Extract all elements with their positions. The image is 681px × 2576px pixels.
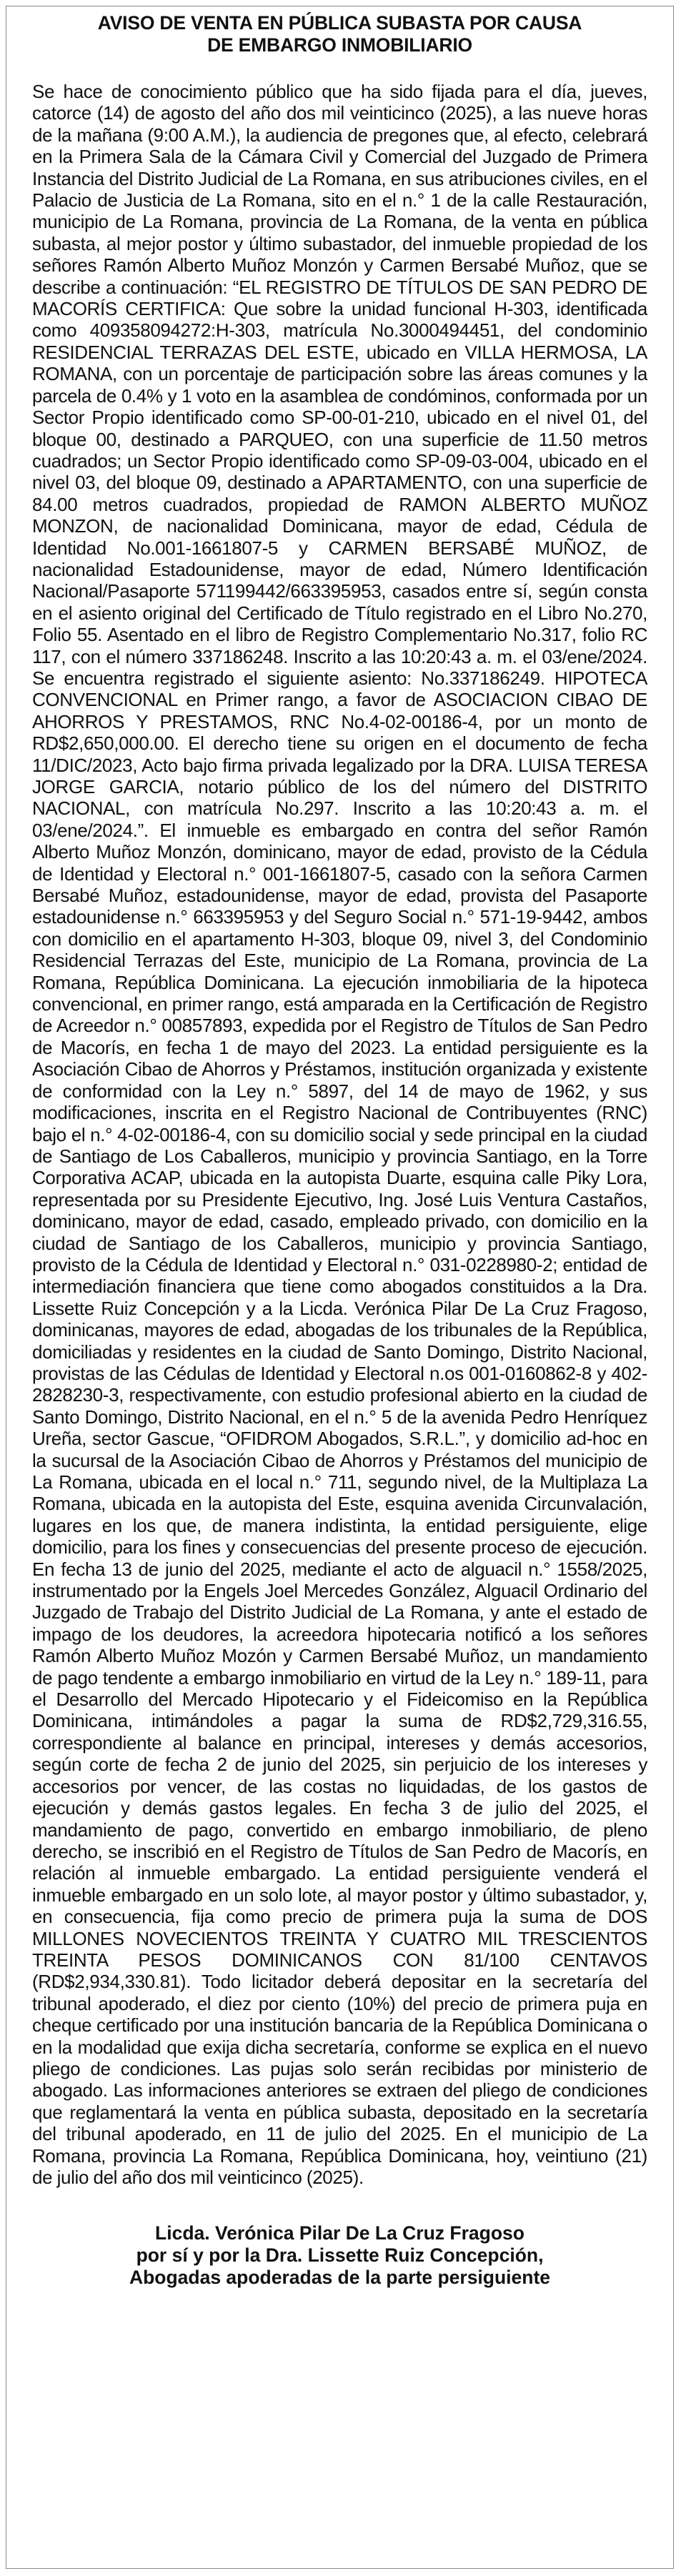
signature-block bbox=[32, 2222, 647, 2289]
signature-name: Licda. Verónica Pilar De La Cruz Fragoso bbox=[155, 2222, 525, 2244]
signature-role: Abogadas apoderadas de la parte persiguiente bbox=[129, 2267, 551, 2289]
notice-title bbox=[32, 12, 647, 56]
notice-title-line-1: AVISO DE VENTA EN PÚBLICA SUBASTA POR CAUSA bbox=[97, 12, 582, 34]
legal-notice bbox=[6, 6, 674, 2569]
signature-on-behalf: por sí y por la Dra. Lissette Ruiz Concepción, bbox=[136, 2244, 544, 2267]
notice-title-line-2: DE EMBARGO INMOBILIARIO bbox=[207, 34, 472, 56]
notice-body: Se hace de conocimiento público que ha sido fijada para el día, jueves, catorce (14) de agosto del año dos mil veinticinco (2025), a las nueve horas de la mañana (9:00 A.M.), la audiencia de pregones que, al efecto, celebrará en la Primera Sala de la Cámara Civil y Comercial del Juzgado de Primera Instancia del Distrito Judicial de La Romana, en sus atribuciones civiles, en el Palacio de Justicia de La Romana, sito en el n.° 1 de la calle Restauración, municipio de La Romana, provincia de La Romana, de la venta en pública subasta, al mejor postor y último subastador, del inmueble propiedad de los señores Ramón Alberto Muñoz Monzón y Carmen Bersabé Muñoz, que se describe a continuación: “EL REGISTRO DE TÍTULOS DE SAN PEDRO DE MACORÍS CERTIFICA: Que sobre la unidad funcional H-303, identificada como 409358094272:H-303, matrícula No.3000494451, del condominio RESIDENCIAL TERRAZAS DEL ESTE, ubicado en VILLA HERMOSA, LA ROMANA, con un porcentaje de participación sobre las áreas comunes y la parcela de 0.4% y 1 voto en la asamblea de condóminos, conformada por un Sector Propio identificado como SP-00-01-210, ubicado en el nivel 01, del bloque 00, destinado a PARQUEO, con una superficie de 11.50 metros cuadrados; un Sector Propio identificado como SP-09-03-004, ubicado en el nivel 03, del bloque 09, destinado a APARTAMENTO, con una superficie de 84.00 metros cuadrados, propiedad de RAMON ALBERTO MUÑOZ MONZON, de nacionalidad Dominicana, mayor de edad, Cédula de Identidad No.001-1661807-5 y CARMEN BERSABÉ MUÑOZ, de nacionalidad Estadounidense, mayor de edad, Número Identificación Nacional/Pasaporte 571199442/663395953, casados entre sí, según consta en el asiento original del Certificado de Título registrado en el Libro No.270, Folio 55. Asentado en el libro de Registro Complementario No.317, folio RC 117, con el número 337186248. Inscrito a las 10:20:43 a. m. el 03/ene/2024. Se encuentra registrado el siguiente asiento: No.337186249. HIPOTECA CONVENCIONAL en Primer rango, a favor de ASOCIACION CIBAO DE AHORROS Y PRESTAMOS, RNC No.4-02-00186-4, por un monto de RD$2,650,000.00. El derecho tiene su origen en el documento de fecha 11/DIC/2023, Acto bajo firma privada legalizado por la DRA. LUISA TERESA JORGE GARCIA, notario público de los del número del DISTRITO NACIONAL, con matrícula No.297. Inscrito a las 10:20:43 a. m. el 03/ene/2024.”. El inmueble es embargado en contra del señor Ramón Alberto Muñoz Monzón, dominicano, mayor de edad, provisto de la Cédula de Identidad y Electoral n.° 001-1661807-5, casado con la señora Carmen Bersabé Muñoz, estadounidense, mayor de edad, provista del Pasaporte estadounidense n.° 663395953 y del Seguro Social n.° 571-19-9442, ambos con domicilio en el apartamento H-303, bloque 09, nivel 3, del Condominio Residencial Terrazas del Este, municipio de La Romana, provincia de La Romana, República Dominicana. La ejecución inmobiliaria de la hipoteca convencional, en primer rango, está amparada en la Certificación de Registro de Acreedor n.° 00857893, expedida por el Registro de Títulos de San Pedro de Macorís, en fecha 1 de mayo del 2023. La entidad persiguiente es la Asociación Cibao de Ahorros y Préstamos, institución organizada y existente de conformidad con la Ley n.° 5897, del 14 de mayo de 1962, y sus modificaciones, inscrita en el Registro Nacional de Contribuyentes (RNC) bajo el n.° 4-02-00186-4, con su domicilio social y sede principal en la ciudad de Santiago de Los Caballeros, municipio y provincia Santiago, en la Torre Corporativa ACAP, ubicada en la autopista Duarte, esquina calle Piky Lora, representada por su Presidente Ejecutivo, Ing. José Luis Ventura Castaños, dominicano, mayor de edad, casado, empleado privado, con domicilio en la ciudad de Santiago de los Caballeros, municipio y provincia Santiago, provisto de la Cédula de Identidad y Electoral n.° 031-0228980-2; entidad de intermediación financiera que tiene como abogados constituidos a la Dra. Lissette Ruiz Concepción y a la Licda. Verónica Pilar De La Cruz Fragoso, dominicanas, mayores de edad, abogadas de los tribunales de la República, domiciliadas y residentes en la ciudad de Santo Domingo, Distrito Nacional, provistas de las Cédulas de Identidad y Electoral n.os 001-0160862-8 y 402-2828230-3, respectivamente, con estudio profesional abierto en la ciudad de Santo Domingo, Distrito Nacional, en el n.° 5 de la avenida Pedro Henríquez Ureña, sector Gascue, “OFIDROM Abogados, S.R.L.”, y domicilio ad-hoc en la sucursal de la Asociación Cibao de Ahorros y Préstamos del municipio de La Romana, ubicada en el local n.° 711, segundo nivel, de la Multiplaza La Romana, ubicada en la autopista del Este, esquina avenida Circunvalación, lugares en los que, de manera indistinta, la entidad persiguiente, elige domicilio, para los fines y consecuencias del presente proceso de ejecución. En fecha 13 de junio del 2025, mediante el acto de alguacil n.° 1558/2025, instrumentado por la Engels Joel Mercedes González, Alguacil Ordinario del Juzgado de Trabajo del Distrito Judicial de La Romana, y ante el estado de impago de los deudores, la acreedora hipotecaria notificó a los señores Ramón Alberto Muñoz Mozón y Carmen Bersabé Muñoz, un mandamiento de pago tendente a embargo inmobiliario en virtud de la Ley n.° 189-11, para el Desarrollo del Mercado Hipotecario y el Fideicomiso en la República Dominicana, intimándoles a pagar la suma de RD$2,729,316.55, correspondiente al balance en principal, intereses y demás accesorios, según corte de fecha 2 de junio del 2025, sin perjuicio de los intereses y accesorios por vencer, de las costas no liquidadas, de los gastos de ejecución y demás gastos legales. En fecha 3 de julio del 2025, el mandamiento de pago, convertido en embargo inmobiliario, de pleno derecho, se inscribió en el Registro de Títulos de San Pedro de Macorís, en relación al inmueble embargado. La entidad persiguiente venderá el inmueble embargado en un solo lote, al mayor postor y último subastador, y, en consecuencia, fija como precio de primera puja la suma de DOS MILLONES NOVECIENTOS TREINTA Y CUATRO MIL TRESCIENTOS TREINTA PESOS DOMINICANOS CON 81/100 CENTAVOS (RD$2,934,330.81). Todo licitador deberá depositar en la secretaría del tribunal apoderado, el diez por ciento (10%) del precio de primera puja en cheque certificado por una institución bancaria de la República Dominicana o en la modalidad que exija dicha secretaría, conforme se explica en el nuevo pliego de condiciones. Las pujas solo serán recibidas por ministerio de abogado. Las informaciones anteriores se extraen del pliego de condiciones que reglamentará la venta en pública subasta, depositado en la secretaría del tribunal apoderado, en 11 de julio del 2025. En el municipio de La Romana, provincia La Romana, República Dominicana, hoy, veintiuno (21) de julio del año dos mil veinticinco (2025). bbox=[32, 81, 647, 2188]
